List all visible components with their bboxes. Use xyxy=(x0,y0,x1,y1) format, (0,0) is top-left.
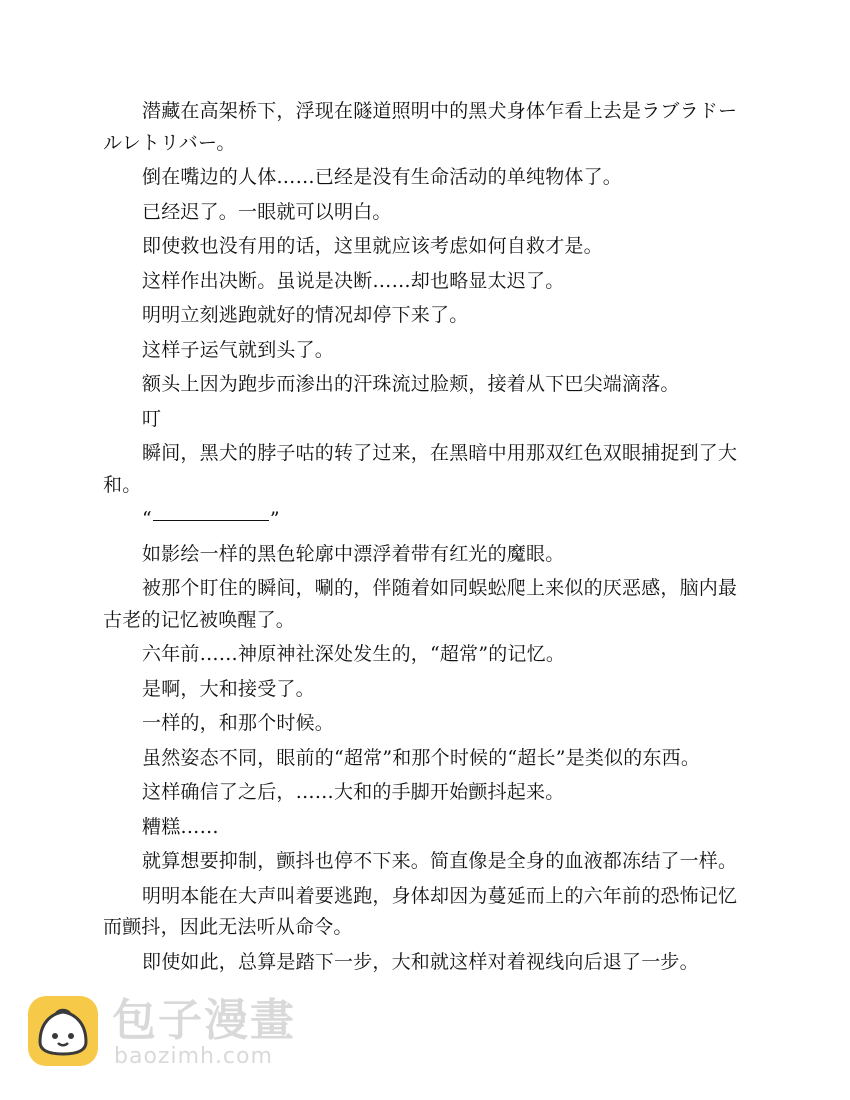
watermark xyxy=(26,994,326,1074)
watermark-text-en: baozimh.com xyxy=(114,1044,273,1069)
paragraph: 一样的，和那个时候。 xyxy=(142,712,335,734)
paragraph: 是啊，大和接受了。 xyxy=(142,677,315,700)
paragraph: 叮 xyxy=(142,407,162,430)
paragraph: 明明本能在大声叫着要逃跑，身体却因为蔓延而上的六年前的恐怖记忆而颤抖，因此无法听从命令。 xyxy=(103,884,738,938)
paragraph: 就算想要抑制，颤抖也停不下来。简直像是全身的血液都冻结了一样。 xyxy=(142,850,738,872)
paragraph: 六年前……神原神社深处发生的，“超常”的记忆。 xyxy=(142,643,566,665)
paragraph: 明明立刻逃跑就好的情况却停下来了。 xyxy=(142,304,469,326)
paragraph: 倒在嘴边的人体……已经是没有生命活动的单纯物体了。 xyxy=(142,166,623,188)
watermark-text-cn: 包子漫畫 xyxy=(112,995,296,1046)
paragraph: 即使救也没有用的话，这里就应该考虑如何自救才是。 xyxy=(142,235,603,257)
open-quote: “ xyxy=(142,508,152,530)
close-quote: ” xyxy=(269,508,280,530)
paragraph: 已经迟了。一眼就可以明白。 xyxy=(142,200,392,223)
paragraph: 潜藏在高架桥下，浮现在隧道照明中的黑犬身体乍看上去是ラブラドールレトリバー。 xyxy=(103,100,738,154)
document-body xyxy=(103,96,748,981)
dialogue-dash-paragraph xyxy=(103,504,748,536)
paragraph: 瞬间，黑犬的脖子咕的转了过来，在黑暗中用那双红色双眼捕捉到了大和。 xyxy=(103,442,738,496)
dash-line xyxy=(153,520,269,521)
paragraph: 额头上因为跑步而渗出的汗珠流过脸颊，接着从下巴尖端滴落。 xyxy=(142,373,680,395)
paragraph: 虽然姿态不同，眼前的“超常”和那个时候的“超长”是类似的东西。 xyxy=(142,746,701,769)
paragraph: 即使如此，总算是踏下一步，大和就这样对着视线向后退了一步。 xyxy=(142,950,699,973)
paragraph: 这样作出决断。虽说是决断……却也略显太迟了。 xyxy=(142,269,565,292)
baozi-mascot-icon xyxy=(26,994,100,1068)
paragraph: 如影绘一样的黑色轮廓中漂浮着带有红光的魔眼。 xyxy=(142,542,565,565)
paragraph: 被那个盯住的瞬间，唰的，伴随着如同蜈蚣爬上来似的厌恶感，脑内最古老的记忆被唤醒了。 xyxy=(103,577,738,631)
paragraph: 这样确信了之后，……大和的手脚开始颤抖起来。 xyxy=(142,781,565,803)
paragraph: 糟糕…… xyxy=(142,815,219,838)
paragraph: 这样子运气就到头了。 xyxy=(142,338,335,361)
